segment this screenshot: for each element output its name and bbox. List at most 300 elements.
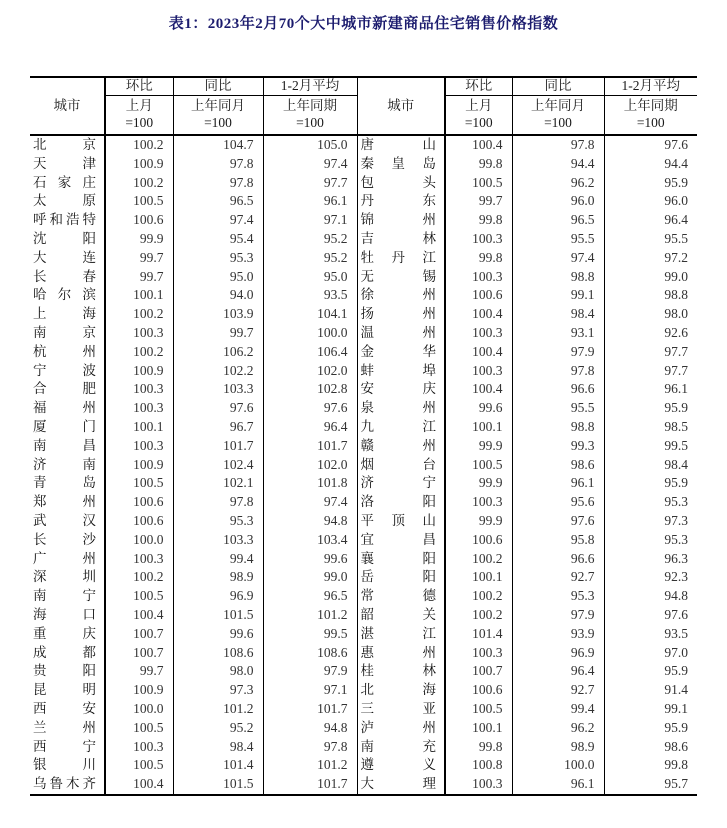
yoy-value: 95.5 — [512, 399, 604, 418]
avg-value: 101.2 — [263, 606, 357, 625]
avg-value: 102.8 — [263, 380, 357, 399]
yoy-value: 100.0 — [512, 756, 604, 775]
avg-value: 97.6 — [604, 606, 697, 625]
city-cell: 泉 州 — [357, 399, 445, 418]
table-row — [30, 362, 697, 381]
avg-value: 101.7 — [263, 437, 357, 456]
yoy-value: 97.6 — [173, 399, 263, 418]
avg-value: 95.3 — [604, 531, 697, 550]
yoy-value: 102.4 — [173, 456, 263, 475]
table-row — [30, 644, 697, 663]
city-cell: 无 锡 — [357, 268, 445, 287]
table-row — [30, 587, 697, 606]
avg-base-label: =100 — [636, 115, 665, 130]
avg-value: 94.8 — [604, 587, 697, 606]
avg-value: 97.4 — [263, 493, 357, 512]
yoy-value: 97.9 — [512, 343, 604, 362]
yoy-value: 101.7 — [173, 437, 263, 456]
avg-value: 98.5 — [604, 418, 697, 437]
avg-value: 94.8 — [263, 719, 357, 738]
avg-value: 104.1 — [263, 305, 357, 324]
avg-value: 100.0 — [263, 324, 357, 343]
yoy-value: 98.9 — [173, 568, 263, 587]
mom-sub-label: 上月 — [125, 98, 153, 114]
city-cell: 徐 州 — [357, 286, 445, 305]
avg-base-header-left — [263, 96, 357, 136]
yoy-value: 97.8 — [173, 493, 263, 512]
avg-group-header-right: 1-2月平均 — [604, 77, 697, 96]
mom-value: 100.9 — [105, 681, 173, 700]
mom-value: 100.5 — [105, 719, 173, 738]
avg-sub-label: 上年同期 — [283, 98, 337, 114]
avg-value: 98.6 — [604, 738, 697, 757]
yoy-value: 95.4 — [173, 230, 263, 249]
city-cell: 福 州 — [30, 399, 105, 418]
yoy-value: 101.4 — [173, 756, 263, 775]
yoy-value: 99.7 — [173, 324, 263, 343]
table-row — [30, 531, 697, 550]
mom-value: 100.5 — [445, 700, 512, 719]
yoy-value: 93.1 — [512, 324, 604, 343]
city-cell: 扬 州 — [357, 305, 445, 324]
mom-value: 100.3 — [105, 380, 173, 399]
city-cell: 郑 州 — [30, 493, 105, 512]
city-cell: 秦 皇 岛 — [357, 155, 445, 174]
yoy-value: 97.9 — [512, 606, 604, 625]
avg-value: 91.4 — [604, 681, 697, 700]
city-cell: 成 都 — [30, 644, 105, 663]
table-row — [30, 756, 697, 775]
avg-value: 97.7 — [604, 362, 697, 381]
city-cell: 昆 明 — [30, 681, 105, 700]
yoy-value: 97.4 — [512, 249, 604, 268]
mom-value: 100.4 — [445, 305, 512, 324]
mom-value: 99.7 — [105, 662, 173, 681]
city-cell: 太 原 — [30, 192, 105, 211]
city-cell: 三 亚 — [357, 700, 445, 719]
yoy-value: 95.0 — [173, 268, 263, 287]
mom-value: 100.8 — [445, 756, 512, 775]
city-cell: 安 庆 — [357, 380, 445, 399]
yoy-group-header-left: 同比 — [173, 77, 263, 96]
avg-value: 95.5 — [604, 230, 697, 249]
city-cell: 湛 江 — [357, 625, 445, 644]
city-cell: 赣 州 — [357, 437, 445, 456]
yoy-value: 103.3 — [173, 531, 263, 550]
mom-value: 99.6 — [445, 399, 512, 418]
avg-value: 97.6 — [604, 135, 697, 155]
city-cell: 西 安 — [30, 700, 105, 719]
mom-value: 100.0 — [105, 531, 173, 550]
city-cell: 石 家 庄 — [30, 174, 105, 193]
city-cell: 襄 阳 — [357, 550, 445, 569]
city-cell: 杭 州 — [30, 343, 105, 362]
yoy-value: 98.8 — [512, 268, 604, 287]
avg-value: 96.1 — [263, 192, 357, 211]
yoy-value: 95.3 — [173, 512, 263, 531]
avg-value: 101.2 — [263, 756, 357, 775]
avg-value: 95.7 — [604, 775, 697, 795]
mom-value: 100.3 — [445, 268, 512, 287]
city-cell: 大 连 — [30, 249, 105, 268]
city-cell: 乌 鲁 木 齐 — [30, 775, 105, 795]
yoy-value: 96.1 — [512, 775, 604, 795]
mom-value: 100.2 — [105, 174, 173, 193]
yoy-value: 97.6 — [512, 512, 604, 531]
city-cell: 深 圳 — [30, 568, 105, 587]
yoy-value: 98.4 — [512, 305, 604, 324]
mom-value: 100.2 — [105, 568, 173, 587]
table-row — [30, 174, 697, 193]
city-cell: 长 春 — [30, 268, 105, 287]
avg-value: 95.9 — [604, 662, 697, 681]
table-row — [30, 135, 697, 155]
yoy-value: 95.2 — [173, 719, 263, 738]
mom-value: 100.1 — [105, 418, 173, 437]
avg-value: 97.1 — [263, 211, 357, 230]
mom-value: 100.3 — [445, 493, 512, 512]
mom-value: 100.3 — [445, 775, 512, 795]
city-cell: 西 宁 — [30, 738, 105, 757]
city-cell: 常 德 — [357, 587, 445, 606]
table-row — [30, 512, 697, 531]
mom-base-label: =100 — [125, 115, 154, 130]
mom-group-header-right: 环比 — [445, 77, 512, 96]
city-cell: 唐 山 — [357, 135, 445, 155]
yoy-sub-label: 上年同月 — [191, 98, 245, 114]
yoy-value: 93.9 — [512, 625, 604, 644]
yoy-value: 98.0 — [173, 662, 263, 681]
yoy-value: 108.6 — [173, 644, 263, 663]
yoy-value: 96.6 — [512, 380, 604, 399]
yoy-value: 95.3 — [512, 587, 604, 606]
mom-value: 100.9 — [105, 456, 173, 475]
city-cell: 吉 林 — [357, 230, 445, 249]
city-cell: 九 江 — [357, 418, 445, 437]
city-cell: 广 州 — [30, 550, 105, 569]
mom-value: 100.3 — [105, 738, 173, 757]
city-cell: 呼 和 浩 特 — [30, 211, 105, 230]
city-cell: 武 汉 — [30, 512, 105, 531]
table-row — [30, 456, 697, 475]
avg-value: 93.5 — [263, 286, 357, 305]
yoy-value: 97.8 — [173, 174, 263, 193]
avg-value: 106.4 — [263, 343, 357, 362]
mom-value: 100.9 — [105, 155, 173, 174]
table-row — [30, 550, 697, 569]
table-row — [30, 493, 697, 512]
mom-value: 100.2 — [105, 305, 173, 324]
avg-value: 96.0 — [604, 192, 697, 211]
mom-value: 100.2 — [445, 587, 512, 606]
yoy-value: 102.2 — [173, 362, 263, 381]
city-cell: 烟 台 — [357, 456, 445, 475]
avg-value: 102.0 — [263, 362, 357, 381]
avg-sub-label: 上年同期 — [623, 98, 678, 114]
avg-value: 99.5 — [263, 625, 357, 644]
mom-value: 100.5 — [445, 174, 512, 193]
yoy-value: 96.2 — [512, 174, 604, 193]
mom-value: 100.2 — [105, 135, 173, 155]
mom-value: 99.9 — [445, 512, 512, 531]
mom-value: 100.4 — [445, 135, 512, 155]
mom-value: 99.8 — [445, 155, 512, 174]
avg-base-label: =100 — [296, 115, 324, 130]
yoy-value: 95.3 — [173, 249, 263, 268]
avg-value: 97.4 — [263, 155, 357, 174]
yoy-value: 103.3 — [173, 380, 263, 399]
mom-value: 100.3 — [105, 550, 173, 569]
mom-value: 101.4 — [445, 625, 512, 644]
table-row — [30, 474, 697, 493]
city-cell: 平 顶 山 — [357, 512, 445, 531]
yoy-value: 96.9 — [512, 644, 604, 663]
mom-value: 100.4 — [445, 343, 512, 362]
mom-value: 99.8 — [445, 211, 512, 230]
table-row — [30, 343, 697, 362]
city-cell: 合 肥 — [30, 380, 105, 399]
table-row — [30, 606, 697, 625]
mom-value: 100.6 — [445, 531, 512, 550]
mom-value: 100.5 — [105, 587, 173, 606]
table-row — [30, 681, 697, 700]
yoy-value: 95.8 — [512, 531, 604, 550]
city-cell: 金 华 — [357, 343, 445, 362]
mom-value: 100.2 — [445, 550, 512, 569]
city-cell: 宜 昌 — [357, 531, 445, 550]
city-cell: 遵 义 — [357, 756, 445, 775]
yoy-value: 97.8 — [512, 135, 604, 155]
city-cell: 南 昌 — [30, 437, 105, 456]
avg-value: 108.6 — [263, 644, 357, 663]
mom-value: 100.0 — [105, 700, 173, 719]
yoy-value: 103.9 — [173, 305, 263, 324]
mom-sub-label: 上月 — [465, 98, 493, 114]
yoy-value: 99.4 — [173, 550, 263, 569]
yoy-value: 98.4 — [173, 738, 263, 757]
city-cell: 海 口 — [30, 606, 105, 625]
city-cell: 桂 林 — [357, 662, 445, 681]
city-cell: 银 川 — [30, 756, 105, 775]
yoy-value: 98.6 — [512, 456, 604, 475]
avg-value: 103.4 — [263, 531, 357, 550]
yoy-group-header-right: 同比 — [512, 77, 604, 96]
mom-value: 100.3 — [445, 644, 512, 663]
table-body — [30, 135, 697, 795]
avg-value: 95.2 — [263, 249, 357, 268]
mom-value: 99.9 — [445, 437, 512, 456]
avg-value: 95.3 — [604, 493, 697, 512]
city-cell: 北 海 — [357, 681, 445, 700]
yoy-value: 102.1 — [173, 474, 263, 493]
mom-value: 100.3 — [105, 399, 173, 418]
city-cell: 北 京 — [30, 135, 105, 155]
mom-value: 100.3 — [445, 362, 512, 381]
yoy-value: 101.5 — [173, 775, 263, 795]
table-row — [30, 437, 697, 456]
city-cell: 锦 州 — [357, 211, 445, 230]
avg-value: 93.5 — [604, 625, 697, 644]
city-cell: 南 京 — [30, 324, 105, 343]
yoy-value: 96.4 — [512, 662, 604, 681]
city-cell: 温 州 — [357, 324, 445, 343]
city-cell: 青 岛 — [30, 474, 105, 493]
table-row — [30, 418, 697, 437]
mom-value: 100.4 — [105, 775, 173, 795]
table-row — [30, 305, 697, 324]
avg-value: 102.0 — [263, 456, 357, 475]
mom-value: 100.3 — [445, 230, 512, 249]
avg-value: 97.9 — [263, 662, 357, 681]
avg-value: 97.1 — [263, 681, 357, 700]
city-cell: 牡 丹 江 — [357, 249, 445, 268]
yoy-base-header-right — [512, 96, 604, 136]
yoy-value: 94.0 — [173, 286, 263, 305]
mom-value: 100.7 — [105, 644, 173, 663]
city-cell: 大 理 — [357, 775, 445, 795]
mom-value: 100.3 — [105, 324, 173, 343]
table-row — [30, 155, 697, 174]
table-row — [30, 192, 697, 211]
yoy-base-label: =100 — [544, 115, 572, 130]
mom-value: 99.7 — [105, 268, 173, 287]
yoy-value: 101.2 — [173, 700, 263, 719]
avg-value: 98.0 — [604, 305, 697, 324]
city-cell: 哈 尔 滨 — [30, 286, 105, 305]
city-cell: 沈 阳 — [30, 230, 105, 249]
city-cell: 济 宁 — [357, 474, 445, 493]
city-cell: 洛 阳 — [357, 493, 445, 512]
city-cell: 蚌 埠 — [357, 362, 445, 381]
avg-value: 101.7 — [263, 775, 357, 795]
avg-value: 97.7 — [604, 343, 697, 362]
yoy-value: 98.9 — [512, 738, 604, 757]
city-cell: 兰 州 — [30, 719, 105, 738]
city-cell: 泸 州 — [357, 719, 445, 738]
yoy-value: 92.7 — [512, 568, 604, 587]
table-row — [30, 662, 697, 681]
mom-value: 99.8 — [445, 249, 512, 268]
table-row — [30, 700, 697, 719]
mom-value: 100.6 — [105, 493, 173, 512]
yoy-value: 97.4 — [173, 211, 263, 230]
avg-value: 98.8 — [604, 286, 697, 305]
mom-value: 100.6 — [105, 512, 173, 531]
avg-group-header-left: 1-2月平均 — [263, 77, 357, 96]
city-cell: 丹 东 — [357, 192, 445, 211]
avg-value: 92.6 — [604, 324, 697, 343]
table-row — [30, 625, 697, 644]
yoy-base-header-left — [173, 96, 263, 136]
avg-value: 95.0 — [263, 268, 357, 287]
yoy-value: 95.6 — [512, 493, 604, 512]
mom-value: 100.7 — [105, 625, 173, 644]
yoy-sub-label: 上年同月 — [531, 98, 585, 114]
yoy-value: 96.9 — [173, 587, 263, 606]
avg-value: 95.9 — [604, 719, 697, 738]
yoy-value: 99.3 — [512, 437, 604, 456]
avg-value: 96.4 — [263, 418, 357, 437]
city-cell: 贵 阳 — [30, 662, 105, 681]
yoy-value: 94.4 — [512, 155, 604, 174]
avg-value: 97.6 — [263, 399, 357, 418]
avg-value: 99.5 — [604, 437, 697, 456]
mom-value: 100.9 — [105, 362, 173, 381]
avg-value: 97.2 — [604, 249, 697, 268]
mom-base-label: =100 — [464, 115, 493, 130]
mom-value: 100.5 — [105, 192, 173, 211]
mom-value: 100.7 — [445, 662, 512, 681]
yoy-value: 97.8 — [173, 155, 263, 174]
table-header — [30, 77, 697, 135]
mom-group-header-left: 环比 — [105, 77, 173, 96]
mom-value: 100.5 — [445, 456, 512, 475]
table-row — [30, 249, 697, 268]
city-cell: 惠 州 — [357, 644, 445, 663]
avg-value: 99.0 — [604, 268, 697, 287]
yoy-value: 106.2 — [173, 343, 263, 362]
avg-value: 94.4 — [604, 155, 697, 174]
yoy-value: 96.2 — [512, 719, 604, 738]
yoy-value: 99.1 — [512, 286, 604, 305]
mom-value: 100.3 — [105, 437, 173, 456]
city-cell: 济 南 — [30, 456, 105, 475]
avg-value: 95.2 — [263, 230, 357, 249]
yoy-value: 99.6 — [173, 625, 263, 644]
yoy-value: 104.7 — [173, 135, 263, 155]
city-column-header-right: 城市 — [357, 77, 445, 135]
city-cell: 南 充 — [357, 738, 445, 757]
mom-base-header-right — [445, 96, 512, 136]
avg-value: 99.0 — [263, 568, 357, 587]
price-index-table — [30, 76, 697, 796]
mom-value: 100.6 — [445, 681, 512, 700]
page-title: 表1：2023年2月70个大中城市新建商品住宅销售价格指数 — [168, 16, 559, 32]
table-row — [30, 399, 697, 418]
yoy-value: 96.0 — [512, 192, 604, 211]
avg-value: 101.8 — [263, 474, 357, 493]
city-column-header-left: 城市 — [30, 77, 105, 135]
table-row — [30, 230, 697, 249]
city-cell: 岳 阳 — [357, 568, 445, 587]
table-row — [30, 719, 697, 738]
mom-value: 99.8 — [445, 738, 512, 757]
table-row — [30, 738, 697, 757]
table-row — [30, 324, 697, 343]
table-row — [30, 211, 697, 230]
avg-value: 95.9 — [604, 399, 697, 418]
avg-value: 94.8 — [263, 512, 357, 531]
yoy-value: 101.5 — [173, 606, 263, 625]
city-cell: 天 津 — [30, 155, 105, 174]
avg-value: 97.3 — [604, 512, 697, 531]
yoy-value: 96.1 — [512, 474, 604, 493]
avg-value: 92.3 — [604, 568, 697, 587]
yoy-value: 96.6 — [512, 550, 604, 569]
mom-value: 100.4 — [445, 380, 512, 399]
avg-value: 96.1 — [604, 380, 697, 399]
avg-value: 97.0 — [604, 644, 697, 663]
table-row — [30, 568, 697, 587]
yoy-value: 96.7 — [173, 418, 263, 437]
yoy-value: 96.5 — [512, 211, 604, 230]
city-cell: 长 沙 — [30, 531, 105, 550]
mom-value: 99.7 — [105, 249, 173, 268]
mom-base-header-left — [105, 96, 173, 136]
mom-value: 100.4 — [105, 606, 173, 625]
avg-value: 105.0 — [263, 135, 357, 155]
yoy-value: 99.4 — [512, 700, 604, 719]
